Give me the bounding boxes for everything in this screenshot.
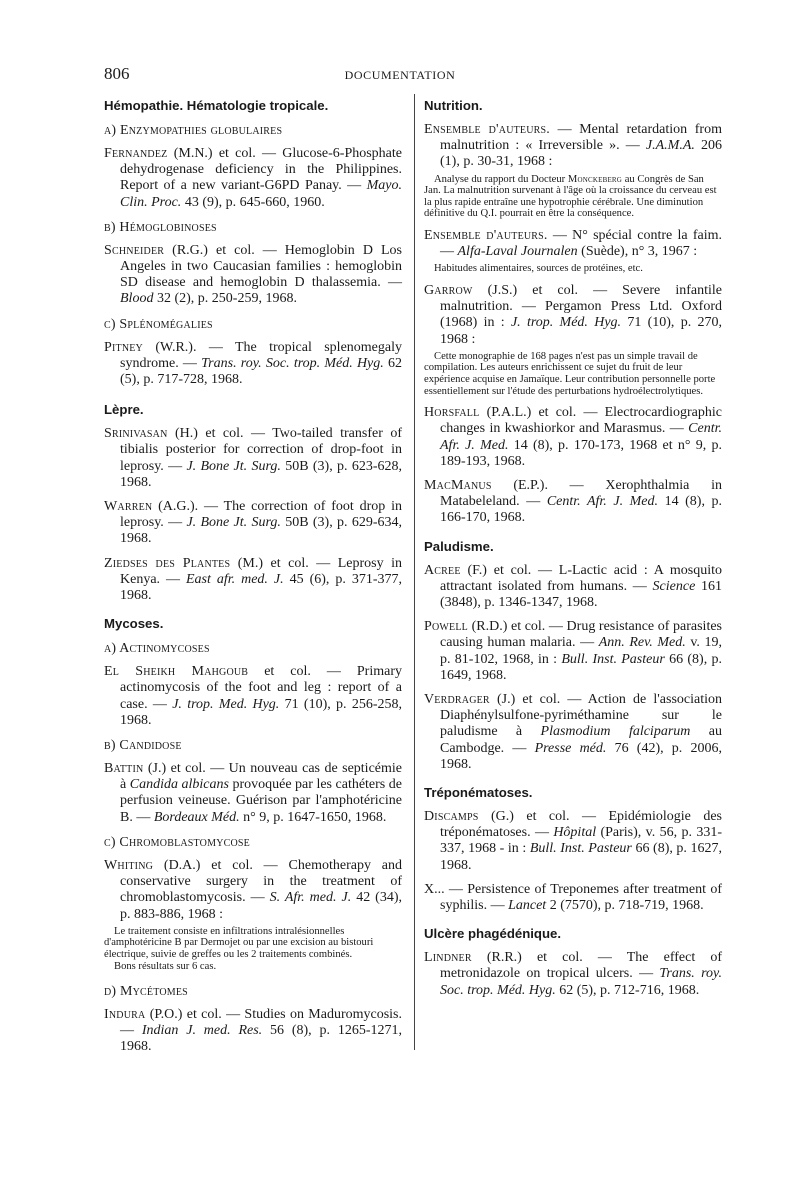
author: Fernandez — [104, 146, 168, 161]
citation: 45 (6), p. 371-377, 1968. — [120, 571, 402, 604]
entry-horsfall — [424, 405, 722, 470]
right-column — [424, 98, 722, 1007]
journal: Bull. Inst. Pasteur — [529, 841, 632, 857]
entry-discamps — [424, 809, 722, 874]
note-text: au Congrès de San Jan. La malnutrition survenant à l'âge où la croissance du cerveau est la plus rapide entraîne une hypotrophie cérébrale. Une diminution définitive du Q.I. pourrait en être la conséquence. — [424, 173, 717, 220]
journal: Mayo. Clin. Proc. — [120, 178, 402, 210]
author: Horsfall — [424, 405, 480, 421]
citation: 14 (8), p. 166-170, 1968. — [440, 494, 723, 526]
author: Schneider — [104, 242, 165, 258]
author: El Sheikh Mahgoub — [104, 664, 249, 680]
entry-verdrager — [424, 692, 722, 773]
journal: Ann. Rev. Med. — [598, 635, 686, 651]
entry-text: — N° spécial contre la faim. — — [440, 227, 722, 260]
subsection-hemoglobinoses: b) Hémoglobinoses — [104, 219, 217, 235]
entry-text: (R.R.) et col. — The effect of metronidazole on tropical ulcers. — — [440, 950, 722, 982]
entry-text: (P.O.) et col. — Studies on Maduromycosis. — — [120, 1007, 402, 1039]
journal: Centr. Afr. J. Med. — [546, 494, 659, 510]
entry-text: (M.N.) et col. — Glucose-6-Phosphate dehydrogenase deficiency in the Philippines. Report of a new variant-G6PD Panay. — — [120, 146, 402, 194]
entry-text: (D.A.) et col. — Chemotherapy and conservative surgery in the treatment of chromoblastomycosis. — — [120, 857, 402, 906]
citation: 66 (8), p. 1627, 1968. — [440, 841, 723, 873]
journal: Hôpital — [553, 825, 597, 841]
annotation-note: Habitudes alimentaires, sources de protéines, etc. — [434, 263, 643, 275]
entry-ensemble-1 — [424, 122, 722, 171]
entry-text: (F.) et col. — L-Lactic acid : A mosquito attractant isolated from humans. — — [440, 562, 722, 594]
entry-indura — [104, 1007, 402, 1056]
journal: Blood — [120, 291, 154, 307]
journal: Science — [652, 578, 696, 594]
entry-ziedses — [104, 556, 402, 605]
citation: 50B (3), p. 629-634, 1968. — [120, 515, 402, 547]
journal: Lancet — [508, 898, 547, 914]
author: Srinivasan — [104, 426, 168, 442]
author: Discamps — [424, 809, 479, 825]
entry-text: et col. — Primary actinomycosis of the foot and leg : report of a case. — — [120, 664, 402, 712]
left-column — [104, 98, 402, 1064]
citation: 42 (34), p. 883-886, 1968 : — [120, 890, 403, 922]
section-title-nutrition: Nutrition. — [424, 98, 483, 113]
citation: 56 (8), p. 1265-1271, 1968. — [120, 1023, 402, 1055]
citation: 76 (42), p. 2006, 1968. — [440, 740, 723, 772]
entry-garrow — [424, 283, 722, 348]
entry-x — [424, 882, 722, 914]
entry-text: (Paris), v. 56, p. 331-337, 1968 - in : — [440, 825, 722, 857]
journal: J. Bone Jt. Surg. — [186, 458, 281, 474]
section-title-ulcere: Ulcère phagédénique. — [424, 926, 562, 942]
entry-fernandez — [104, 146, 402, 211]
entry-text: (W.R.). — The tropical splenomegaly syndrome. — — [120, 339, 402, 371]
journal: J.A.M.A. — [645, 138, 695, 154]
citation: 14 (8), p. 170-173, 1968 et n° 9, p. 189-193, 1968. — [440, 437, 722, 469]
entry-pitney — [104, 340, 402, 389]
author: X... — [424, 881, 445, 897]
journal: S. Afr. med. J. — [269, 890, 352, 906]
entry-text: (P.A.L.) et col. — Electrocardiographic changes in kwashiorkor and Marasmus. — — [440, 405, 722, 437]
entry-ensemble-2 — [424, 228, 722, 260]
entry-srinivasan — [104, 426, 402, 491]
journal: J. trop. Med. Hyg. — [172, 696, 280, 712]
section-title-mycoses: Mycoses. — [104, 616, 164, 632]
author: Ensemble d'auteurs. — [424, 122, 550, 137]
subsection-mycetomes: d) Mycétomes — [104, 984, 188, 1000]
author: Warren — [104, 499, 153, 515]
column-divider — [414, 94, 415, 1050]
author: Whiting — [104, 857, 154, 873]
entry-battin — [104, 761, 402, 826]
entry-text: (J.) et col. — Action de l'association Diaphénylsulfone-pyriméthamine sur le paludisme à — [440, 692, 722, 740]
citation: 50B (3), p. 623-628, 1968. — [120, 458, 402, 490]
author: MacManus — [424, 477, 492, 493]
entry-powell — [424, 619, 722, 684]
subsection-actinomycoses: a) Actinomycoses — [104, 641, 210, 657]
entry-warren — [104, 499, 402, 548]
entry-whiting — [104, 858, 402, 923]
entry-text: (E.P.). — Xerophthalmia in Matabeleland. — — [440, 477, 722, 510]
subsection-candidose: b) Candidose — [104, 738, 182, 754]
entry-macmanus — [424, 478, 722, 527]
author: Acree — [424, 562, 461, 578]
species-name: Plasmodium falciparum — [540, 724, 691, 740]
section-title-hemopathie: Hémopathie. Hématologie tropicale. — [104, 98, 329, 113]
entry-text: v. 19, p. 81-102, 1968, in : — [440, 635, 722, 667]
citation: 71 (10), p. 256-258, 1968. — [120, 696, 402, 728]
entry-text: provoquée par les cathéters de perfusion veineuse. Guérison par l'amphotéricine B. — — [120, 777, 402, 825]
entry-text: (M.) et col. — Leprosy in Kenya. — — [120, 555, 402, 587]
species-name: Candida albicans — [129, 777, 229, 793]
entry-lindner — [424, 950, 722, 999]
author: Powell — [424, 619, 468, 635]
journal: East afr. med. J. — [185, 571, 284, 587]
citation: 161 (3848), p. 1346-1347, 1968. — [440, 578, 723, 610]
journal: Trans. roy. Soc. trop. Méd. Hyg. — [201, 355, 384, 371]
entry-text: (R.G.) et col. — Hemoglobin D Los Angeles in two Caucasian families : hemoglobin SD disease and hemoglobin D thalassemia. — — [120, 242, 402, 291]
annotation-note: Le traitement consiste en infiltrations intralésionnelles d'amphotéricine B par Dermojet ou par une excision au bistouri électrique, suivie de greffes ou les 2 traitements combinés. — [104, 925, 374, 960]
journal: Bull. Inst. Pasteur — [561, 651, 665, 667]
author: Battin — [104, 761, 144, 777]
entry-schneider — [104, 243, 402, 308]
annotation-note: Bons résultats sur 6 cas. — [114, 961, 217, 973]
author: Ziedses des Plantes — [104, 555, 231, 571]
note-text: Analyse du rapport du Docteur — [434, 173, 568, 185]
author: Pitney — [104, 339, 143, 355]
author: Ensemble d'auteurs. — [424, 227, 548, 243]
entry-text: — Mental retardation from malnutrition : « Irreversible ». — — [440, 122, 722, 154]
subsection-splenomegalies: c) Splénomégalies — [104, 316, 213, 332]
entry-text: (J.) et col. — Un nouveau cas de septicémie à — [120, 761, 402, 793]
citation: 43 (9), p. 645-660, 1960. — [181, 194, 325, 210]
citation: 206 (1), p. 30-31, 1968 : — [440, 138, 723, 170]
citation: (Suède), n° 3, 1967 : — [577, 244, 698, 260]
entry-text: (A.G.). — The correction of foot drop in leprosy. — — [120, 499, 402, 531]
journal: Alfa-Laval Journalen — [457, 244, 578, 260]
subsection-enzymopathies: a) Enzymopathies globulaires — [104, 123, 283, 138]
page-number: 806 — [104, 64, 130, 83]
author: Garrow — [424, 282, 473, 298]
citation: 2 (7570), p. 718-719, 1968. — [546, 898, 704, 914]
citation: 62 (5), p. 717-728, 1968. — [120, 355, 403, 388]
journal: J. trop. Méd. Hyg. — [510, 315, 622, 331]
entry-text: (H.) et col. — Two-tailed transfer of tibialis posterior for correction of drop-foot in leprosy. — — [120, 426, 402, 474]
section-title-lepre: Lèpre. — [104, 402, 144, 418]
entry-text: — Persistence of Treponemes after treatment of syphilis. — — [440, 881, 722, 914]
entry-text: au Cambodge. — — [440, 724, 722, 756]
citation: 71 (10), p. 270, 1968 : — [440, 315, 723, 347]
journal: Presse méd. — [534, 740, 607, 756]
author: Lindner — [424, 950, 472, 966]
entry-text: (J.S.) et col. — Severe infantile malnutrition. — Pergamon Press Ltd. Oxford (1968) in : — [440, 282, 722, 331]
note-author: Monckeberg — [567, 173, 623, 185]
citation: n° 9, p. 1647-1650, 1968. — [239, 809, 387, 825]
citation: 32 (2), p. 250-259, 1968. — [153, 291, 297, 307]
entry-text: (R.D.) et col. — Drug resistance of parasites causing human malaria. — — [440, 619, 722, 651]
journal: Centr. Afr. J. Med. — [440, 421, 722, 453]
journal: Trans. roy. Soc. trop. Méd. Hyg. — [440, 966, 722, 998]
journal: Bordeaux Méd. — [153, 809, 240, 825]
journal: J. Bone Jt. Surg. — [186, 515, 281, 531]
entry-text: (G.) et col. — Epidémiologie des tréponématoses. — — [440, 809, 722, 841]
annotation-note: Cette monographie de 168 pages n'est pas un simple travail de compilation. Les auteurs enrichissent ce sujet du fruit de leur expérience acquise en Jamaïque. Leur contribution personnelle porte essentiellement sur l'étude des perturbations hydroélectrolytiques. — [424, 350, 716, 397]
citation: 66 (8), p. 1649, 1968. — [440, 651, 722, 683]
citation: 62 (5), p. 712-716, 1968. — [555, 982, 700, 998]
annotation-note — [424, 174, 722, 220]
subsection-chromoblastomycose: c) Chromoblastomycose — [104, 834, 250, 850]
journal: Indian J. med. Res. — [141, 1023, 263, 1039]
entry-elsheikh — [104, 664, 402, 729]
author: Indura — [104, 1007, 146, 1023]
author: Verdrager — [424, 692, 490, 708]
section-title-paludisme: Paludisme. — [424, 538, 494, 554]
running-title: DOCUMENTATION — [344, 68, 456, 82]
entry-acree — [424, 563, 722, 612]
section-title-treponematoses: Tréponématoses. — [424, 785, 533, 801]
